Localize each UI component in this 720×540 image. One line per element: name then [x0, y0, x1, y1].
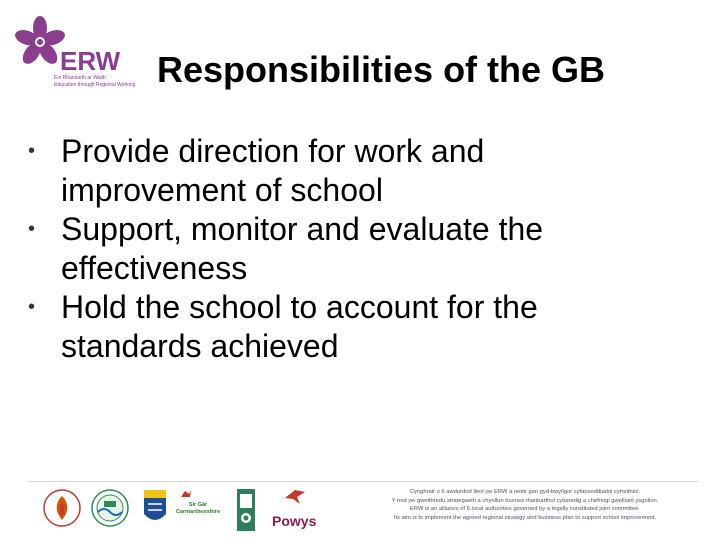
- bullet-dot: •: [28, 218, 36, 240]
- slide-title: Responsibilities of the GB: [157, 49, 606, 90]
- crest-logo-icon: [42, 488, 82, 528]
- circle-logo-icon: [90, 488, 130, 528]
- footer-note-line: Its aim is to implement the agreed regional strategy and business plan to support school improvement.: [393, 514, 657, 521]
- carmarthenshire-logo: [170, 502, 226, 516]
- bullet-line: standards achieved: [61, 328, 339, 364]
- footer-note: [352, 488, 698, 522]
- bullet-line: Provide direction for work and: [61, 133, 485, 169]
- shield-logo-icon: [142, 488, 168, 528]
- bullet-line: Hold the school to account for the: [61, 289, 538, 325]
- logo-tagline-line1: Ein Rhanbarth ar Waith: [54, 75, 106, 81]
- dragon-icon: [180, 488, 192, 500]
- partner-logos: [40, 488, 320, 534]
- logo-tagline-line2: Education through Regional Working: [54, 82, 136, 88]
- footer-divider: [28, 481, 698, 482]
- kite-bird-icon: [284, 488, 306, 506]
- bullet-item: [28, 210, 668, 288]
- footer-note-line: ERW is an alliance of 6 local authorities governed by a legally constituted joint committee.: [410, 506, 640, 513]
- footer-note-line: Y nod yw gweithredu strategaeth a chynllun busnes rhanbarthol cytunedig a chefnogi gwelliant ysgolion.: [391, 497, 659, 504]
- bullet-dot: •: [28, 296, 36, 318]
- bullet-item: [28, 132, 668, 210]
- erw-logo: [14, 16, 144, 92]
- bullet-item: [28, 288, 668, 366]
- banner-logo-icon: [236, 488, 256, 532]
- bullet-line: improvement of school: [61, 172, 383, 208]
- carmarthenshire-label-welsh: Sir Gâr: [188, 502, 208, 508]
- powys-logo-label: Powys: [272, 513, 317, 529]
- carmarthenshire-label-english: Carmarthenshire: [175, 509, 221, 515]
- bullet-line: Support, monitor and evaluate the: [61, 211, 544, 247]
- logo-tagline: [54, 75, 154, 89]
- logo-wordmark: ERW: [60, 46, 121, 76]
- bullet-dot: •: [28, 140, 36, 162]
- footer-note-line: Cynghrair o 6 awdurdod lleol yw ERW a reolir gan gyd-bwyllgor cyfansoddiadol cyfreithiol.: [409, 489, 641, 495]
- bullet-list: [28, 132, 668, 366]
- bullet-line: effectiveness: [61, 250, 248, 286]
